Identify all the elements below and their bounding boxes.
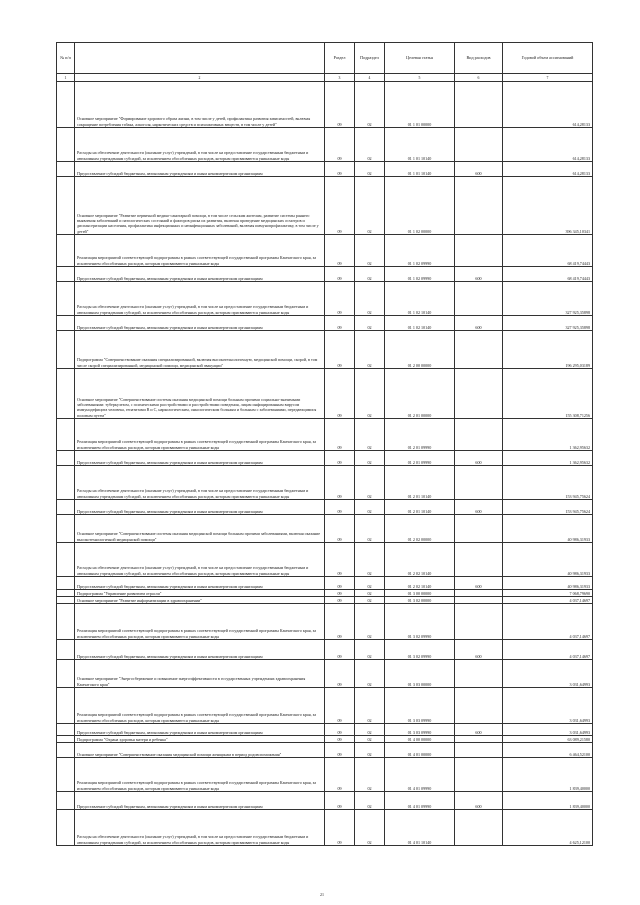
row-vid <box>455 543 503 577</box>
table-header-row <box>57 43 593 74</box>
row-razdel: 09 <box>325 128 355 162</box>
row-num <box>57 640 75 660</box>
row-podrazdel: 02 <box>355 282 385 316</box>
row-amount: 3 031,64993 <box>503 660 593 688</box>
row-vid <box>455 758 503 792</box>
row-statya: 01 4 00 00000 <box>385 736 455 743</box>
header-podrazdel: Подраздел <box>355 43 385 74</box>
row-podrazdel: 02 <box>355 162 385 177</box>
row-razdel: 09 <box>325 500 355 515</box>
row-statya: 01 2 00 00000 <box>385 331 455 369</box>
row-num <box>57 604 75 640</box>
row-statya: 01 4 01 09990 <box>385 792 455 810</box>
row-amount: 327 925,35898 <box>503 316 593 331</box>
row-razdel: 09 <box>325 758 355 792</box>
row-num <box>57 331 75 369</box>
table-row <box>57 331 593 369</box>
row-num <box>57 466 75 500</box>
row-name: Основное мероприятие "Совершенствование системы оказания медицинской помощи больным прочими заболеваниями, включая оказание высокотехнологичной медицинской помощи" <box>75 515 325 543</box>
row-amount: 1 362,95632 <box>503 419 593 451</box>
row-name: Реализация мероприятий соответствующей подпрограммы в рамках соответствующей государственной программы Камчатского края, за исключением обособленных расходов, которым присваиваются уникальные коды <box>75 604 325 640</box>
row-num <box>57 128 75 162</box>
row-vid <box>455 466 503 500</box>
row-name: Основное мероприятие "Энергосбережение и повышение энергоэффективности в государственных учреждениях здравоохранения Камчатского края" <box>75 660 325 688</box>
table-row <box>57 640 593 660</box>
table-row <box>57 162 593 177</box>
row-amount: 3 031,64993 <box>503 724 593 736</box>
row-podrazdel: 02 <box>355 82 385 128</box>
row-podrazdel: 02 <box>355 597 385 604</box>
row-statya: 01 4 01 10140 <box>385 810 455 846</box>
row-name: Расходы на обеспечение деятельности (оказание услуг) учреждений, в том числе на предоставление государственным бюджетным и автономным учреждениям субсидий, за исключением обособленных расходов, которым присваиваются уникальные коды <box>75 466 325 500</box>
row-statya: 01 2 01 10140 <box>385 500 455 515</box>
table-body <box>57 82 593 846</box>
row-statya: 01 2 02 00000 <box>385 515 455 543</box>
table-row <box>57 515 593 543</box>
row-podrazdel: 02 <box>355 688 385 724</box>
row-num <box>57 419 75 451</box>
row-podrazdel: 02 <box>355 267 385 282</box>
row-statya: 01 4 01 00000 <box>385 743 455 758</box>
row-statya: 01 1 02 09990 <box>385 267 455 282</box>
table-row <box>57 743 593 758</box>
row-razdel: 09 <box>325 810 355 846</box>
table-row <box>57 724 593 736</box>
table-row <box>57 466 593 500</box>
colnum: 3 <box>325 74 355 82</box>
row-podrazdel: 02 <box>355 500 385 515</box>
row-statya: 01 1 01 00000 <box>385 82 455 128</box>
row-statya: 01 2 01 00000 <box>385 369 455 419</box>
row-name: Предоставление субсидий бюджетным, автономным учреждениям и иным некоммерческим организациям <box>75 316 325 331</box>
row-statya: 01 2 02 10140 <box>385 543 455 577</box>
row-amount: 6 464,52100 <box>503 743 593 758</box>
colnum: 7 <box>503 74 593 82</box>
row-razdel: 09 <box>325 235 355 267</box>
row-statya: 01 1 02 10140 <box>385 316 455 331</box>
table-row <box>57 82 593 128</box>
row-podrazdel: 02 <box>355 466 385 500</box>
row-razdel: 09 <box>325 736 355 743</box>
row-podrazdel: 02 <box>355 543 385 577</box>
row-name: Расходы на обеспечение деятельности (оказание услуг) учреждений, в том числе на предоставление государственным бюджетным и автономным учреждениям субсидий, за исключением обособленных расходов, которым присваиваются уникальные коды <box>75 282 325 316</box>
table-row <box>57 500 593 515</box>
page-number: 21 <box>320 892 324 897</box>
table-row <box>57 792 593 810</box>
table-row <box>57 688 593 724</box>
row-name: Реализация мероприятий соответствующей подпрограммы в рамках соответствующей государственной программы Камчатского края, за исключением обособленных расходов, которым присваиваются уникальные коды <box>75 419 325 451</box>
row-amount: 40 986,31933 <box>503 577 593 590</box>
row-razdel: 09 <box>325 597 355 604</box>
row-num <box>57 792 75 810</box>
row-podrazdel: 02 <box>355 810 385 846</box>
table-row <box>57 660 593 688</box>
header-statya: Целевая статья <box>385 43 455 74</box>
row-podrazdel: 02 <box>355 577 385 590</box>
header-num: № п/п <box>57 43 75 74</box>
row-name: Основное мероприятие "Развитие информатизации в здравоохранении" <box>75 597 325 604</box>
row-name: Расходы на обеспечение деятельности (оказание услуг) учреждений, в том числе на предоставление государственным бюджетным и автономным учреждениям субсидий, за исключением обособленных расходов, которым присваиваются уникальные коды <box>75 810 325 846</box>
header-vid: Вид расходов <box>455 43 503 74</box>
row-razdel: 09 <box>325 724 355 736</box>
row-vid: 600 <box>455 267 503 282</box>
row-vid: 600 <box>455 792 503 810</box>
row-num <box>57 162 75 177</box>
row-num <box>57 515 75 543</box>
row-vid <box>455 128 503 162</box>
table-row <box>57 451 593 466</box>
row-num <box>57 235 75 267</box>
table-row <box>57 128 593 162</box>
row-razdel: 09 <box>325 543 355 577</box>
row-podrazdel: 02 <box>355 316 385 331</box>
row-podrazdel: 02 <box>355 660 385 688</box>
row-amount: 4 037,14697 <box>503 604 593 640</box>
row-num <box>57 267 75 282</box>
row-name: Предоставление субсидий бюджетным, автономным учреждениям и иным некоммерческим организациям <box>75 451 325 466</box>
row-statya: 01 1 01 10140 <box>385 128 455 162</box>
row-num <box>57 724 75 736</box>
row-amount: 4 037,14697 <box>503 597 593 604</box>
row-razdel: 09 <box>325 177 355 235</box>
colnum: 5 <box>385 74 455 82</box>
table-row <box>57 282 593 316</box>
row-amount: 153 945,75624 <box>503 500 593 515</box>
row-vid <box>455 369 503 419</box>
row-vid: 600 <box>455 316 503 331</box>
row-statya: 01 1 01 10140 <box>385 162 455 177</box>
column-number-row <box>57 74 593 82</box>
row-statya: 01 3 02 09990 <box>385 640 455 660</box>
row-amount: 196 295,03189 <box>503 331 593 369</box>
row-name: Предоставление субсидий бюджетным, автономным учреждениям и иным некоммерческим организациям <box>75 267 325 282</box>
colnum: 2 <box>75 74 325 82</box>
row-name: Подпрограмма "Охрана здоровья матери и ребенка" <box>75 736 325 743</box>
row-statya: 01 3 02 09990 <box>385 604 455 640</box>
row-podrazdel: 02 <box>355 451 385 466</box>
row-num <box>57 743 75 758</box>
header-name <box>75 43 325 74</box>
row-amount: 68 419,74443 <box>503 235 593 267</box>
row-podrazdel: 02 <box>355 640 385 660</box>
row-vid <box>455 590 503 597</box>
table-row <box>57 267 593 282</box>
row-razdel: 09 <box>325 451 355 466</box>
row-amount: 68 419,74443 <box>503 267 593 282</box>
table-row <box>57 577 593 590</box>
row-vid: 600 <box>455 162 503 177</box>
row-statya: 01 3 00 00000 <box>385 590 455 597</box>
row-amount: 4 625,12100 <box>503 810 593 846</box>
row-statya: 01 2 01 09990 <box>385 451 455 466</box>
table-row <box>57 235 593 267</box>
row-name: Реализация мероприятий соответствующей подпрограммы в рамках соответствующей государственной программы Камчатского края, за исключением обособленных расходов, которым присваиваются уникальные коды <box>75 235 325 267</box>
row-amount: 1 362,95632 <box>503 451 593 466</box>
row-vid <box>455 419 503 451</box>
row-podrazdel: 02 <box>355 604 385 640</box>
row-razdel: 09 <box>325 162 355 177</box>
row-amount: 7 068,79690 <box>503 590 593 597</box>
table-row <box>57 419 593 451</box>
row-num <box>57 577 75 590</box>
row-vid <box>455 331 503 369</box>
row-num <box>57 451 75 466</box>
row-num <box>57 543 75 577</box>
row-num <box>57 597 75 604</box>
row-name: Основное мероприятие "Развитие первичной медико-санитарной помощи, в том числе сельским жителям, развитие системы раннего выявления заболеваний и патологических состояний и факторов риска их развития, включая проведение медицинских осмотров и диспансеризации населения, профилактика инфекционных и неинфекционных заболеваний, включая иммунопрофилактику, в том числе у детей" <box>75 177 325 235</box>
row-vid <box>455 235 503 267</box>
row-podrazdel: 02 <box>355 724 385 736</box>
row-name: Предоставление субсидий бюджетным, автономным учреждениям и иным некоммерческим организациям <box>75 640 325 660</box>
row-num <box>57 282 75 316</box>
row-num <box>57 369 75 419</box>
row-razdel: 09 <box>325 331 355 369</box>
row-amount: 1 839,40000 <box>503 792 593 810</box>
header-razdel: Раздел <box>325 43 355 74</box>
row-statya: 01 1 02 09990 <box>385 235 455 267</box>
row-num <box>57 758 75 792</box>
row-podrazdel: 02 <box>355 758 385 792</box>
row-vid <box>455 688 503 724</box>
row-vid <box>455 177 503 235</box>
row-statya: 01 1 02 00000 <box>385 177 455 235</box>
row-vid <box>455 736 503 743</box>
row-num <box>57 500 75 515</box>
row-amount: 63 089,21580 <box>503 736 593 743</box>
row-statya: 01 3 02 00000 <box>385 597 455 604</box>
row-vid <box>455 82 503 128</box>
table-row <box>57 736 593 743</box>
row-vid <box>455 515 503 543</box>
row-num <box>57 810 75 846</box>
colnum: 1 <box>57 74 75 82</box>
row-vid <box>455 597 503 604</box>
row-name: Расходы на обеспечение деятельности (оказание услуг) учреждений, в том числе на предоставление государственным бюджетным и автономным учреждениям субсидий, за исключением обособленных расходов, которым присваиваются уникальные коды <box>75 543 325 577</box>
row-statya: 01 3 03 09990 <box>385 724 455 736</box>
row-vid <box>455 282 503 316</box>
row-num <box>57 590 75 597</box>
row-razdel: 09 <box>325 316 355 331</box>
row-amount: 40 986,31933 <box>503 515 593 543</box>
row-statya: 01 3 03 09990 <box>385 688 455 724</box>
row-num <box>57 82 75 128</box>
row-podrazdel: 02 <box>355 590 385 597</box>
table-row <box>57 369 593 419</box>
row-name: Предоставление субсидий бюджетным, автономным учреждениям и иным некоммерческим организациям <box>75 724 325 736</box>
row-podrazdel: 02 <box>355 331 385 369</box>
row-amount: 614,28133 <box>503 128 593 162</box>
row-razdel: 09 <box>325 515 355 543</box>
row-razdel: 09 <box>325 660 355 688</box>
row-amount: 40 986,31933 <box>503 543 593 577</box>
row-razdel: 09 <box>325 688 355 724</box>
row-num <box>57 660 75 688</box>
row-razdel: 09 <box>325 590 355 597</box>
row-podrazdel: 02 <box>355 515 385 543</box>
row-razdel: 09 <box>325 743 355 758</box>
row-razdel: 09 <box>325 604 355 640</box>
row-razdel: 09 <box>325 577 355 590</box>
row-statya: 01 3 03 00000 <box>385 660 455 688</box>
row-razdel: 09 <box>325 267 355 282</box>
table-row <box>57 316 593 331</box>
row-podrazdel: 02 <box>355 177 385 235</box>
row-name: Расходы на обеспечение деятельности (оказание услуг) учреждений, в том числе на предоставление государственным бюджетным и автономным учреждениям субсидий, за исключением обособленных расходов, которым присваиваются уникальные коды <box>75 128 325 162</box>
colnum: 4 <box>355 74 385 82</box>
row-vid <box>455 604 503 640</box>
row-amount: 614,28133 <box>503 162 593 177</box>
row-vid <box>455 743 503 758</box>
table-row <box>57 604 593 640</box>
row-statya: 01 1 02 10140 <box>385 282 455 316</box>
row-num <box>57 316 75 331</box>
row-name: Предоставление субсидий бюджетным, автономным учреждениям и иным некоммерческим организациям <box>75 792 325 810</box>
row-razdel: 09 <box>325 369 355 419</box>
row-statya: 01 4 01 09990 <box>385 758 455 792</box>
row-razdel: 09 <box>325 640 355 660</box>
row-razdel: 09 <box>325 419 355 451</box>
table-row <box>57 543 593 577</box>
row-razdel: 09 <box>325 466 355 500</box>
row-num <box>57 736 75 743</box>
row-num <box>57 688 75 724</box>
row-name: Предоставление субсидий бюджетным, автономным учреждениям и иным некоммерческим организациям <box>75 577 325 590</box>
row-name: Подпрограмма "Совершенствование оказания специализированной, включая высокотехнологичную, медицинской помощи, скорой, в том числе скорой специализированной, медицинской помощи, медицинской эвакуации" <box>75 331 325 369</box>
row-statya: 01 2 02 10140 <box>385 577 455 590</box>
row-statya: 01 2 01 09990 <box>385 419 455 451</box>
row-name: Подпрограмма "Управление развитием отрасли" <box>75 590 325 597</box>
row-amount: 614,28133 <box>503 82 593 128</box>
row-podrazdel: 02 <box>355 235 385 267</box>
row-vid <box>455 660 503 688</box>
row-amount: 327 925,35898 <box>503 282 593 316</box>
row-amount: 396 345,10341 <box>503 177 593 235</box>
row-razdel: 09 <box>325 82 355 128</box>
budget-table <box>56 42 593 846</box>
row-name: Реализация мероприятий соответствующей подпрограммы в рамках соответствующей государственной программы Камчатского края, за исключением обособленных расходов, которым присваиваются уникальные коды <box>75 758 325 792</box>
row-vid: 600 <box>455 724 503 736</box>
row-podrazdel: 02 <box>355 128 385 162</box>
table-row <box>57 177 593 235</box>
row-vid: 600 <box>455 500 503 515</box>
row-vid: 600 <box>455 577 503 590</box>
row-razdel: 09 <box>325 792 355 810</box>
row-name: Основное мероприятие "Совершенствование системы оказания медицинской помощи больным прочими социально-значимыми заболеваниями: туберкулезом, с психическими расстройствами и расстройствами поведения, лицам инфицированным вирусом иммунодефицита человека, гепатитами В и С, наркологическим, онкологическим больным и больным с заболеваниями, передающимися половым путем" <box>75 369 325 419</box>
row-podrazdel: 02 <box>355 419 385 451</box>
row-num <box>57 177 75 235</box>
row-name: Реализация мероприятий соответствующей подпрограммы в рамках соответствующей государственной программы Камчатского края, за исключением обособленных расходов, которым присваиваются уникальные коды <box>75 688 325 724</box>
row-vid: 600 <box>455 451 503 466</box>
table-row <box>57 597 593 604</box>
row-amount: 155 308,71256 <box>503 369 593 419</box>
row-podrazdel: 02 <box>355 369 385 419</box>
row-razdel: 09 <box>325 282 355 316</box>
row-amount: 4 037,14697 <box>503 640 593 660</box>
table-row <box>57 810 593 846</box>
row-name: Предоставление субсидий бюджетным, автономным учреждениям и иным некоммерческим организациям <box>75 162 325 177</box>
row-statya: 01 2 01 10140 <box>385 466 455 500</box>
row-vid <box>455 810 503 846</box>
colnum: 6 <box>455 74 503 82</box>
row-name: Предоставление субсидий бюджетным, автономным учреждениям и иным некоммерческим организациям <box>75 500 325 515</box>
row-podrazdel: 02 <box>355 736 385 743</box>
row-amount: 153 945,75624 <box>503 466 593 500</box>
row-name: Основное мероприятие "Совершенствование оказания медицинской помощи женщинам в период родовспоможения" <box>75 743 325 758</box>
row-podrazdel: 02 <box>355 743 385 758</box>
row-amount: 3 031,64993 <box>503 688 593 724</box>
header-amount: Годовой объем ассигнований <box>503 43 593 74</box>
row-name: Основное мероприятие "Формирование здорового образа жизни, в том числе у детей, профилактика развития зависимостей, включая сокращение потребления табака, алкоголя, наркотических средств и психоактивных веществ, в том числе у детей" <box>75 82 325 128</box>
table-row <box>57 590 593 597</box>
row-vid: 600 <box>455 640 503 660</box>
table-row <box>57 758 593 792</box>
row-amount: 1 839,40000 <box>503 758 593 792</box>
row-podrazdel: 02 <box>355 792 385 810</box>
